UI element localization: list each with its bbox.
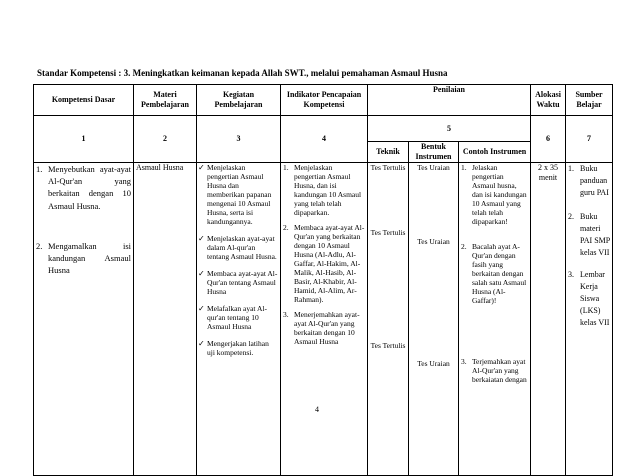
sumber-item: 2. Buku materi PAI SMP kelas VII [568,212,610,257]
kegiatan-item: ✓ Menjelaskan ayat-ayat dalam Al-qur'an tentang Asmaul Husna. [198,234,277,261]
bentuk-value: Tes Uraian [417,359,450,368]
header-materi: Materi Pembelajaran [134,85,197,116]
check-icon: ✓ [198,234,205,243]
contoh-cell [459,163,531,476]
teknik-value: Tes Tertulis [370,163,406,172]
header-penilaian: Penilaian [368,85,531,116]
contoh-item: 2. Bacalah ayat A-Qur'an dengan fasih yang berkaitan dengan salah satu Asmaul Husna (Al-Gaffar)! [461,242,527,305]
indikator-cell [281,163,368,476]
teknik-value: Tes Tertulis [370,228,406,237]
check-icon: ✓ [198,304,205,313]
indikator-item: 3. Menerjemahkan ayat-ayat Al-Qur'an yang berkaitan dengan 10 Asmaul Husna [283,310,360,346]
standard-kompetensi: Standar Kompetensi : 3. Meningkatkan keimanan kepada Allah SWT., melalui pemahaman Asmaul Husna [37,68,448,78]
silabus-table [33,84,613,476]
kegiatan-item: ✓ Menjelaskan pengertian Asmaul Husna dan memberikan papanan mengenai 10 Asmaul Husna, serta isi kandungannya. [198,163,272,226]
kd-item: 2. Mengamalkan isi kandungan Asmaul Husna [36,240,131,276]
check-icon: ✓ [198,269,205,278]
col-num-7: 7 [566,116,613,163]
header-contoh: Contoh Instrumen [459,142,531,163]
col-num-4: 4 [281,116,368,163]
header-kompetensi-dasar: Kompetensi Dasar [34,85,134,116]
header-sumber: Sumber Belajar [566,85,613,116]
alokasi-cell: 2 x 35 menit [531,163,566,476]
header-teknik: Teknik [368,142,409,163]
check-icon: ✓ [198,163,205,172]
indikator-item: 1. Menjelaskan pengertian Asmaul Husna, dan isi kandungan 10 Asmaul yang telah telah dipaparkan. [283,163,362,217]
materi-cell: Asmaul Husna [134,163,197,476]
kompetensi-dasar-cell [34,163,134,476]
sumber-item: 3. Lembar Kerja Siswa (LKS) kelas VII [568,270,610,327]
col-num-6: 6 [531,116,566,163]
col-num-3: 3 [197,116,281,163]
kegiatan-item: ✓ Membaca ayat-ayat Al-Qur'an tentang Asmaul Husna [198,269,278,296]
sumber-cell [566,163,613,476]
header-kegiatan: Kegiatan Pembelajaran [197,85,281,116]
bentuk-value: Tes Uraian [417,163,450,172]
kegiatan-item: ✓ Mengerjakan latihan uji kompetensi. [198,339,269,357]
col-num-1: 1 [34,116,134,163]
contoh-item: 3. Terjemahkan ayat Al-Qur'an yang berkaiatan dengan [461,357,527,384]
col-num-5: 5 [368,116,531,142]
header-indikator: Indikator Pencapaian Kompetensi [281,85,368,116]
teknik-value: Tes Tertulis [370,341,406,350]
kegiatan-cell [197,163,281,476]
check-icon: ✓ [198,339,205,348]
indikator-item: 2. Membaca ayat-ayat Al-Qur'an yang berkaitan dengan 10 Asmaul Husna (Al-Adlu, Al-Gaffar, Al-Hakim, Al-Malik, Al-Hasib, Al-Basir, Al-Khabir, Al-Hamid, Al-Alim, Ar-Rahman). [283,223,365,304]
sumber-item: 1. Buku panduan guru PAI [568,164,609,197]
col-num-2: 2 [134,116,197,163]
header-bentuk: Bentuk Instrumen [409,142,459,163]
teknik-cell [368,163,409,476]
kegiatan-item: ✓ Melafalkan ayat Al-qur'an tentang 10 Asmaul Husna [198,304,267,331]
contoh-item: 1. Jelaskan pengertian Asmaul husna, dan isi kandungan 10 Asmaul yang telah telah dipaparkan! [461,163,527,226]
kd-item: 1. Menyebutkan ayat-ayat Al-Qur'an yang berkaitan dengan 10 Asmaul Husna. [36,164,131,211]
bentuk-value: Tes Uraian [417,237,450,246]
bentuk-cell [409,163,459,476]
header-alokasi: Alokasi Waktu [531,85,566,116]
page-number: 4 [315,405,319,414]
